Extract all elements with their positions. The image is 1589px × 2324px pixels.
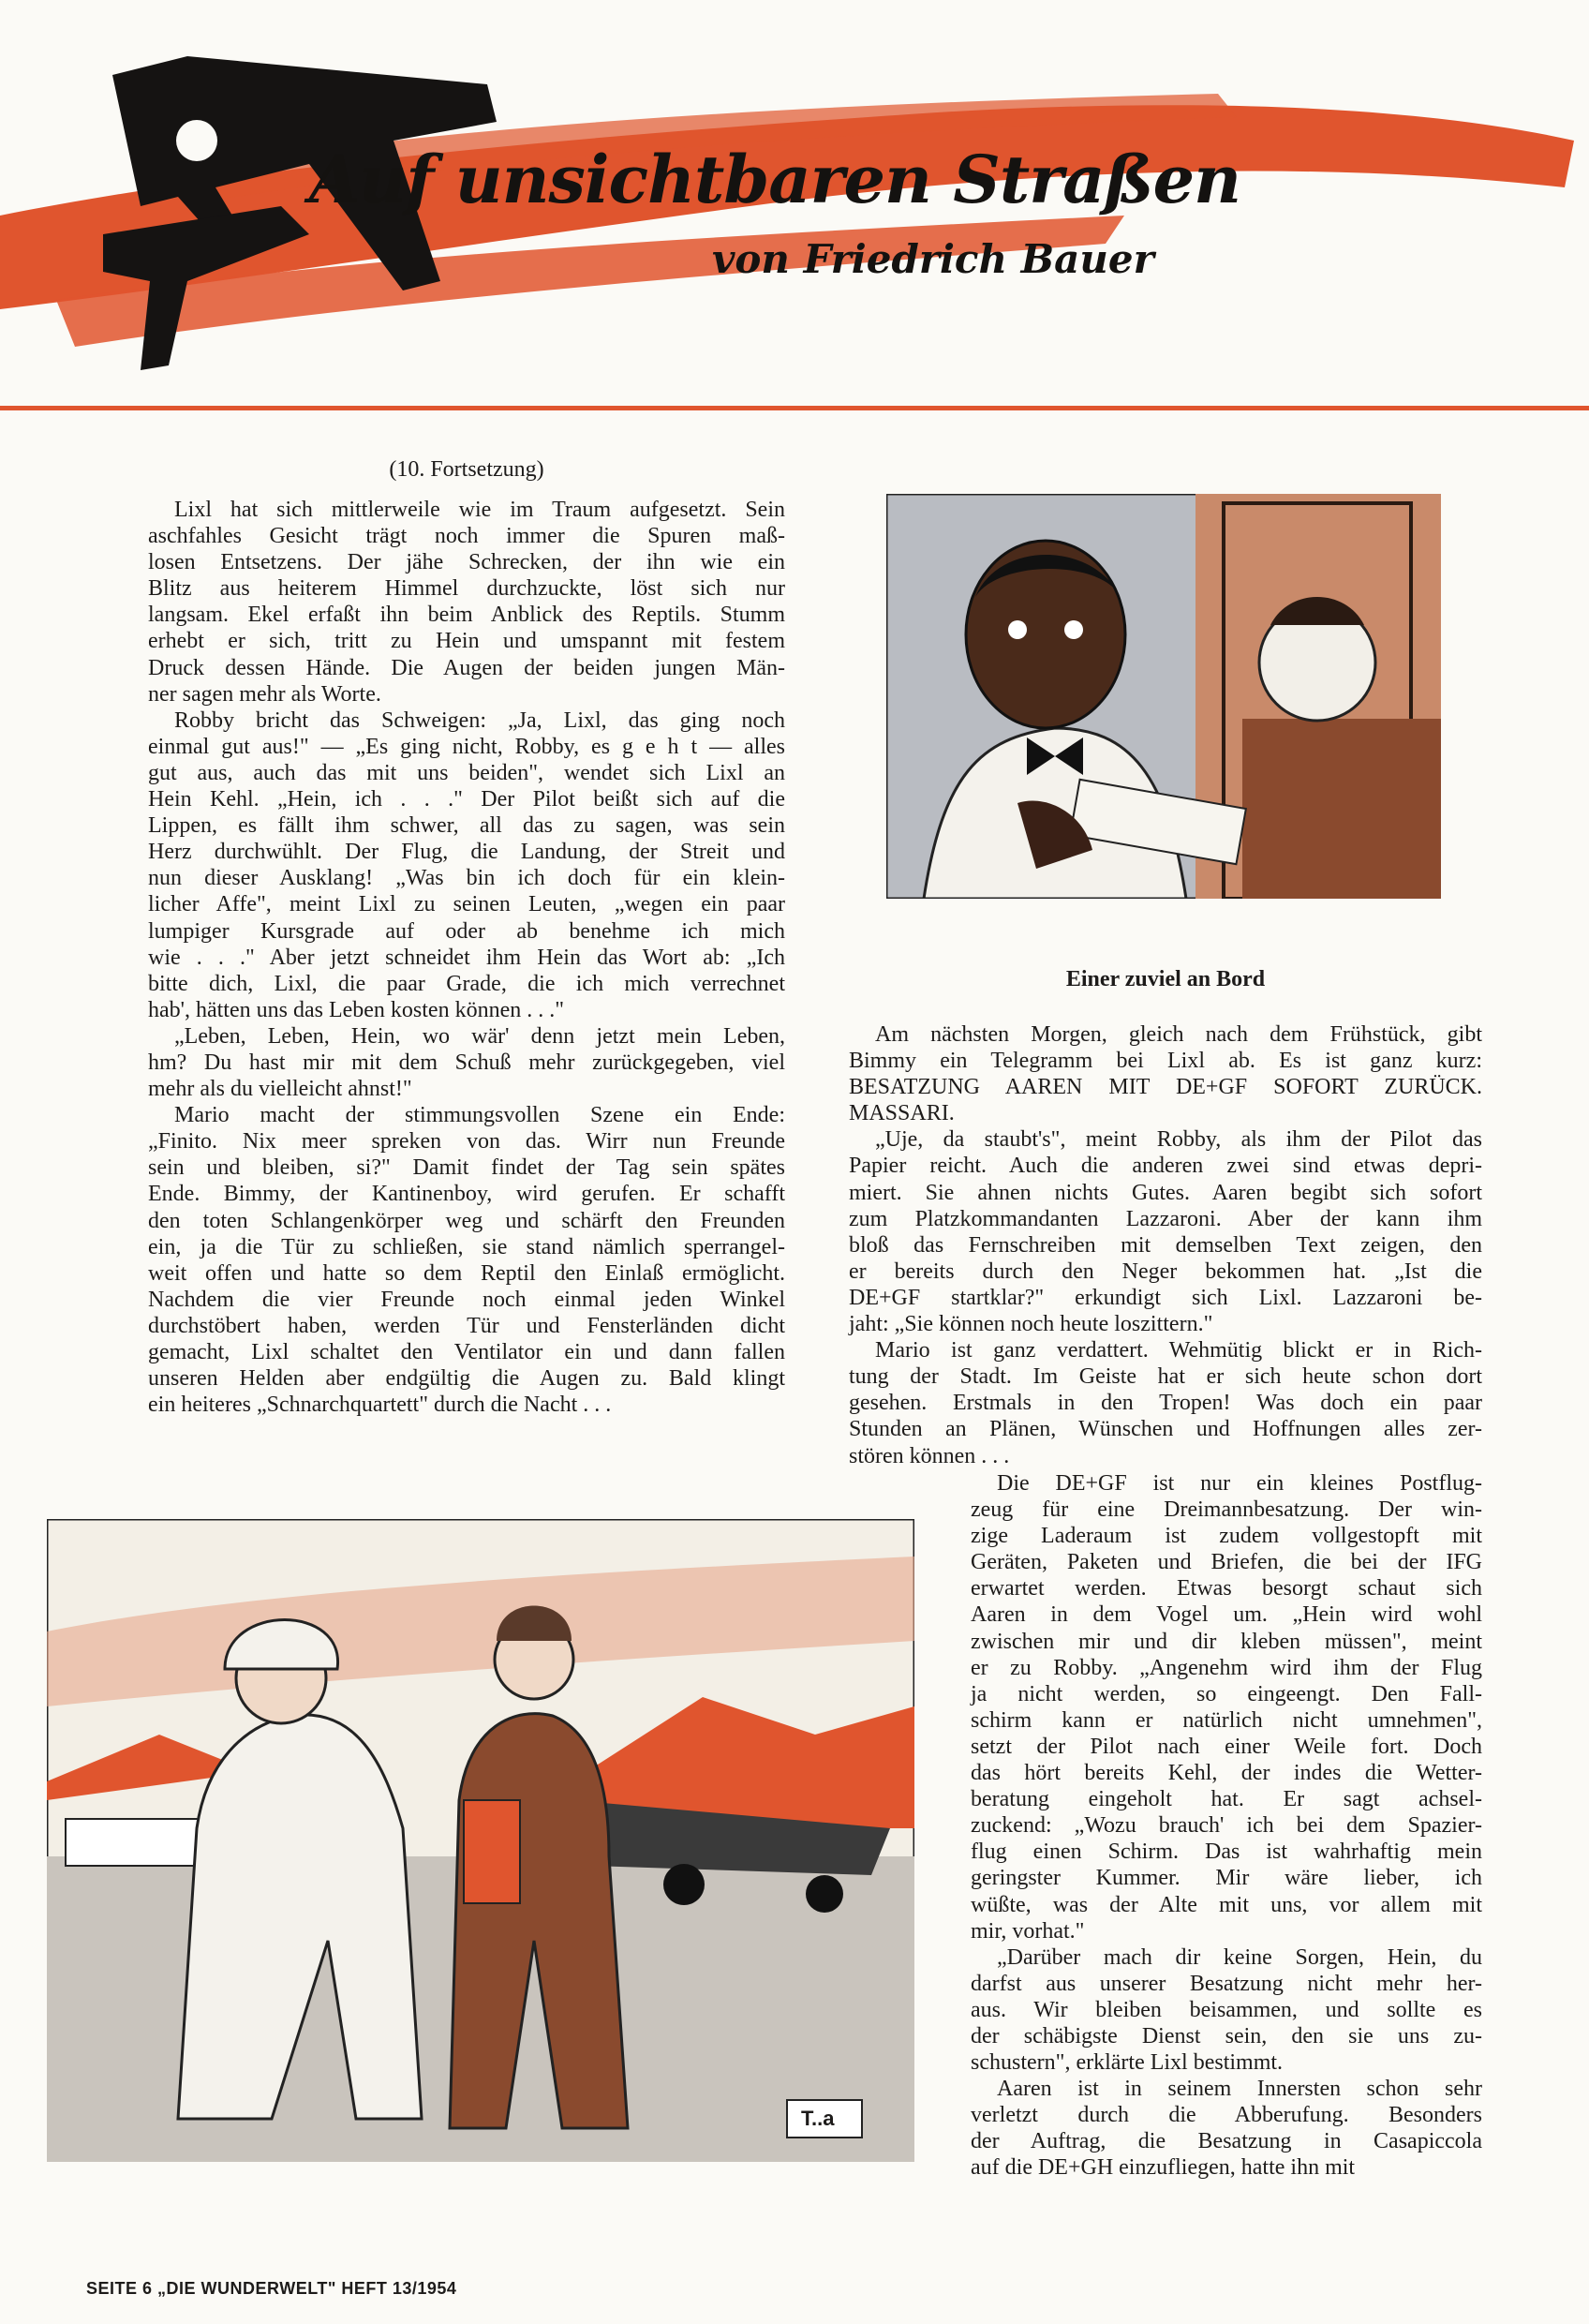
text-line: den toten Schlangenkörper weg und schärft den Freunden <box>148 1208 785 1233</box>
text-line: tung der Stadt. Im Geiste hat er sich heute schon dort <box>849 1364 1482 1390</box>
text-line: Bimmy ein Telegramm bei Lixl ab. Es ist ganz kurz: <box>849 1049 1482 1074</box>
text-line: beratung eingeholt hat. Er sagt achsel- <box>971 1787 1482 1812</box>
text-line: gesehen. Erstmals in den Tropen! Was doch ein paar <box>849 1391 1482 1416</box>
text-line: mehr als du vielleicht ahnst!" <box>148 1077 412 1102</box>
text-line: zwischen mir und dir kleben müssen", meint <box>971 1629 1482 1654</box>
text-line: zeug für eine Dreimannbesatzung. Der win- <box>971 1497 1482 1523</box>
text-line: darfst aus unserer Besatzung nicht mehr her- <box>971 1971 1482 1996</box>
text-line: jaht: „Sie können noch heute loszittern." <box>849 1312 1213 1337</box>
text-line: schirm kann er natürlich nicht umnehmen", <box>971 1707 1482 1733</box>
text-line: weit offen und hatte so dem Reptil den Einlaß ermöglicht. <box>148 1260 785 1286</box>
text-line: aschfahles Gesicht trägt noch immer die Spuren maß- <box>148 524 785 549</box>
text-line: Mario macht der stimmungsvollen Szene ein Ende: <box>174 1103 785 1128</box>
text-line: zige Laderaum ist zudem vollgestopft mit <box>971 1524 1482 1549</box>
illustration-telegram-handover <box>886 494 1441 899</box>
text-line: Die DE+GF ist nur ein kleines Postflug- <box>997 1471 1482 1496</box>
narrow-text-column <box>971 1470 1482 2182</box>
article-header <box>0 0 1589 403</box>
continuation-label: (10. Fortsetzung) <box>389 457 544 482</box>
page-footer: SEITE 6 „DIE WUNDERWELT" HEFT 13/1954 <box>86 2279 457 2298</box>
illustration-airfield-handshake <box>47 1519 914 2162</box>
text-line: stören können . . . <box>849 1443 1010 1468</box>
text-line: durchstöbert haben, werden Tür und Fensterländen dicht <box>148 1313 785 1338</box>
text-line: Hein Kehl. „Hein, ich . . ." Der Pilot beißt sich auf die <box>148 787 785 812</box>
text-line: er bereits durch den Neger bekommen hat. „Ist die <box>849 1259 1482 1284</box>
text-line: nun dieser Ausklang! „Was bin ich doch für ein klein- <box>148 866 785 891</box>
text-line: erhebt er sich, tritt zu Hein und umspannt mit festem <box>148 629 785 654</box>
text-line: ja nicht werden, so eingeengt. Den Fall- <box>971 1681 1482 1706</box>
text-line: Druck dessen Hände. Die Augen der beiden jungen Män- <box>148 655 785 680</box>
text-line: ein heiteres „Schnarchquartett" durch die Nacht . . . <box>148 1393 612 1418</box>
text-line: losen Entsetzens. Der jähe Schrecken, der ihn wie ein <box>148 550 785 575</box>
text-line: hm? Du hast mir mit dem Schuß mehr zurückgegeben, viel <box>148 1050 785 1075</box>
text-line: das hört bereits Kehl, der indes die Wetter- <box>971 1761 1482 1786</box>
text-line: zuckend: „Wozu brauch' ich bei dem Spazier- <box>971 1813 1482 1839</box>
text-line: Herz durchwühlt. Der Flug, die Landung, der Streit und <box>148 840 785 865</box>
text-line: unseren Helden aber endgültig die Augen zu. Bald klingt <box>148 1366 785 1392</box>
text-line: geringster Kummer. Mir wäre lieber, ich <box>971 1866 1482 1891</box>
text-line: Papier reicht. Auch die anderen zwei sind etwas depri- <box>849 1154 1482 1179</box>
text-line: langsam. Ekel erfaßt ihn beim Anblick des Reptils. Stumm <box>148 603 785 628</box>
section-subheading: Einer zuviel an Bord <box>1065 967 1266 991</box>
text-line: bitte dich, Lixl, die paar Grade, die ich mich verrechnet <box>148 971 785 996</box>
text-line: hab', hätten uns das Leben kosten können . . ." <box>148 997 565 1022</box>
text-line: ein, ja die Tür zu schließen, sie stand nämlich sperrangel- <box>148 1234 785 1259</box>
text-line: setzt der Pilot nach einer Weile fort. Doch <box>971 1734 1482 1759</box>
text-line: gut aus, auch das mit uns beiden", wendet sich Lixl an <box>148 760 785 785</box>
left-text-column <box>148 497 785 1418</box>
text-line: Blitz aus heiterem Himmel durchzuckte, löst sich nur <box>148 576 785 602</box>
text-line: verletzt durch die Abberufung. Besonders <box>971 2103 1482 2128</box>
text-line: der schäbigste Dienst sein, den sie uns zu- <box>971 2023 1482 2048</box>
header-divider <box>0 406 1589 410</box>
text-line: Aaren in dem Vogel um. „Hein wird wohl <box>971 1602 1482 1628</box>
text-line: Geräten, Paketen und Briefen, die bei der IFG <box>971 1550 1482 1575</box>
text-line: Aaren ist in seinem Innersten schon sehr <box>997 2077 1482 2102</box>
text-line: Nachdem die vier Freunde noch einmal jeden Winkel <box>148 1287 785 1312</box>
text-line: Mario ist ganz verdattert. Wehmütig blickt er in Rich- <box>875 1338 1482 1363</box>
text-line: wüßte, was der Alte mit uns, vor allem mit <box>971 1892 1482 1917</box>
article-title: Auf unsichtbaren Straßen <box>309 141 1241 218</box>
text-line: wie . . ." Aber jetzt schneidet ihm Hein das Wort ab: „Ich <box>148 945 785 970</box>
text-line: er zu Robby. „Angenehm wird ihm der Flug <box>971 1655 1482 1680</box>
text-line: Ende. Bimmy, der Kantinenboy, wird gerufen. Er schafft <box>148 1182 785 1207</box>
text-line: „Finito. Nix meer spreken von das. Wirr nun Freunde <box>148 1129 785 1155</box>
text-line: „Uje, da staubt's", meint Robby, als ihm der Pilot das <box>875 1127 1482 1153</box>
text-line: Stunden an Plänen, Wünschen und Hoffnungen alles zer- <box>849 1417 1482 1442</box>
text-line: ner sagen mehr als Worte. <box>148 681 381 707</box>
text-line: Lippen, es fällt ihm schwer, all das zu sagen, was sein <box>148 813 785 839</box>
text-line: aus. Wir bleiben beisammen, und sollte es <box>971 1997 1482 2022</box>
text-line: einmal gut aus!" — „Es ging nicht, Robby, es g e h t — alles <box>148 734 785 759</box>
text-line: MASSARI. <box>849 1101 955 1126</box>
text-line: „Leben, Leben, Hein, wo wär' denn jetzt mein Leben, <box>174 1023 785 1049</box>
text-line: zum Platzkommandanten Lazzaroni. Aber der kann ihm <box>849 1206 1482 1231</box>
text-line: Lixl hat sich mittlerweile wie im Traum aufgesetzt. Sein <box>174 498 785 522</box>
article-byline: von Friedrich Bauer <box>712 236 1154 282</box>
text-line: flug einen Schirm. Das ist wahrhaftig mein <box>971 1840 1482 1865</box>
text-line: sein und bleiben, si?" Damit findet der Tag sein spätes <box>148 1155 785 1181</box>
text-line: bloß das Fernschreiben mit demselben Text zeigen, den <box>849 1232 1482 1258</box>
text-line: DE+GF startklar?" erkundigt sich Lixl. Lazzaroni be- <box>849 1285 1482 1310</box>
text-line: mir, vorhat." <box>971 1918 1085 1944</box>
text-line: BESATZUNG AAREN MIT DE+GF SOFORT ZURÜCK. <box>849 1075 1482 1100</box>
right-text-column <box>849 1021 1482 1469</box>
text-line: licher Affe", meint Lixl zu seinen Leuten, „wegen ein paar <box>148 892 785 917</box>
text-line: lumpiger Kursgrade auf oder ab benehme ich mich <box>148 918 785 944</box>
text-line: auf die DE+GH einzufliegen, hatte ihn mit <box>971 2155 1356 2181</box>
text-line: „Darüber mach dir keine Sorgen, Hein, du <box>997 1944 1482 1970</box>
text-line: gemacht, Lixl schaltet den Ventilator ein und dann fallen <box>148 1340 785 1364</box>
text-line: der Auftrag, die Besatzung in Casapiccola <box>971 2129 1482 2154</box>
text-line: schustern", erklärte Lixl bestimmt. <box>971 2050 1284 2076</box>
text-line: Am nächsten Morgen, gleich nach dem Frühstück, gibt <box>875 1022 1482 1047</box>
text-line: erwartet werden. Etwas besorgt schaut sich <box>971 1576 1482 1601</box>
text-line: miert. Sie ahnen nichts Gutes. Aaren begibt sich sofort <box>849 1180 1482 1205</box>
artist-signature: T..a <box>801 2107 835 2130</box>
text-line: Robby bricht das Schweigen: „Ja, Lixl, das ging noch <box>174 708 785 733</box>
